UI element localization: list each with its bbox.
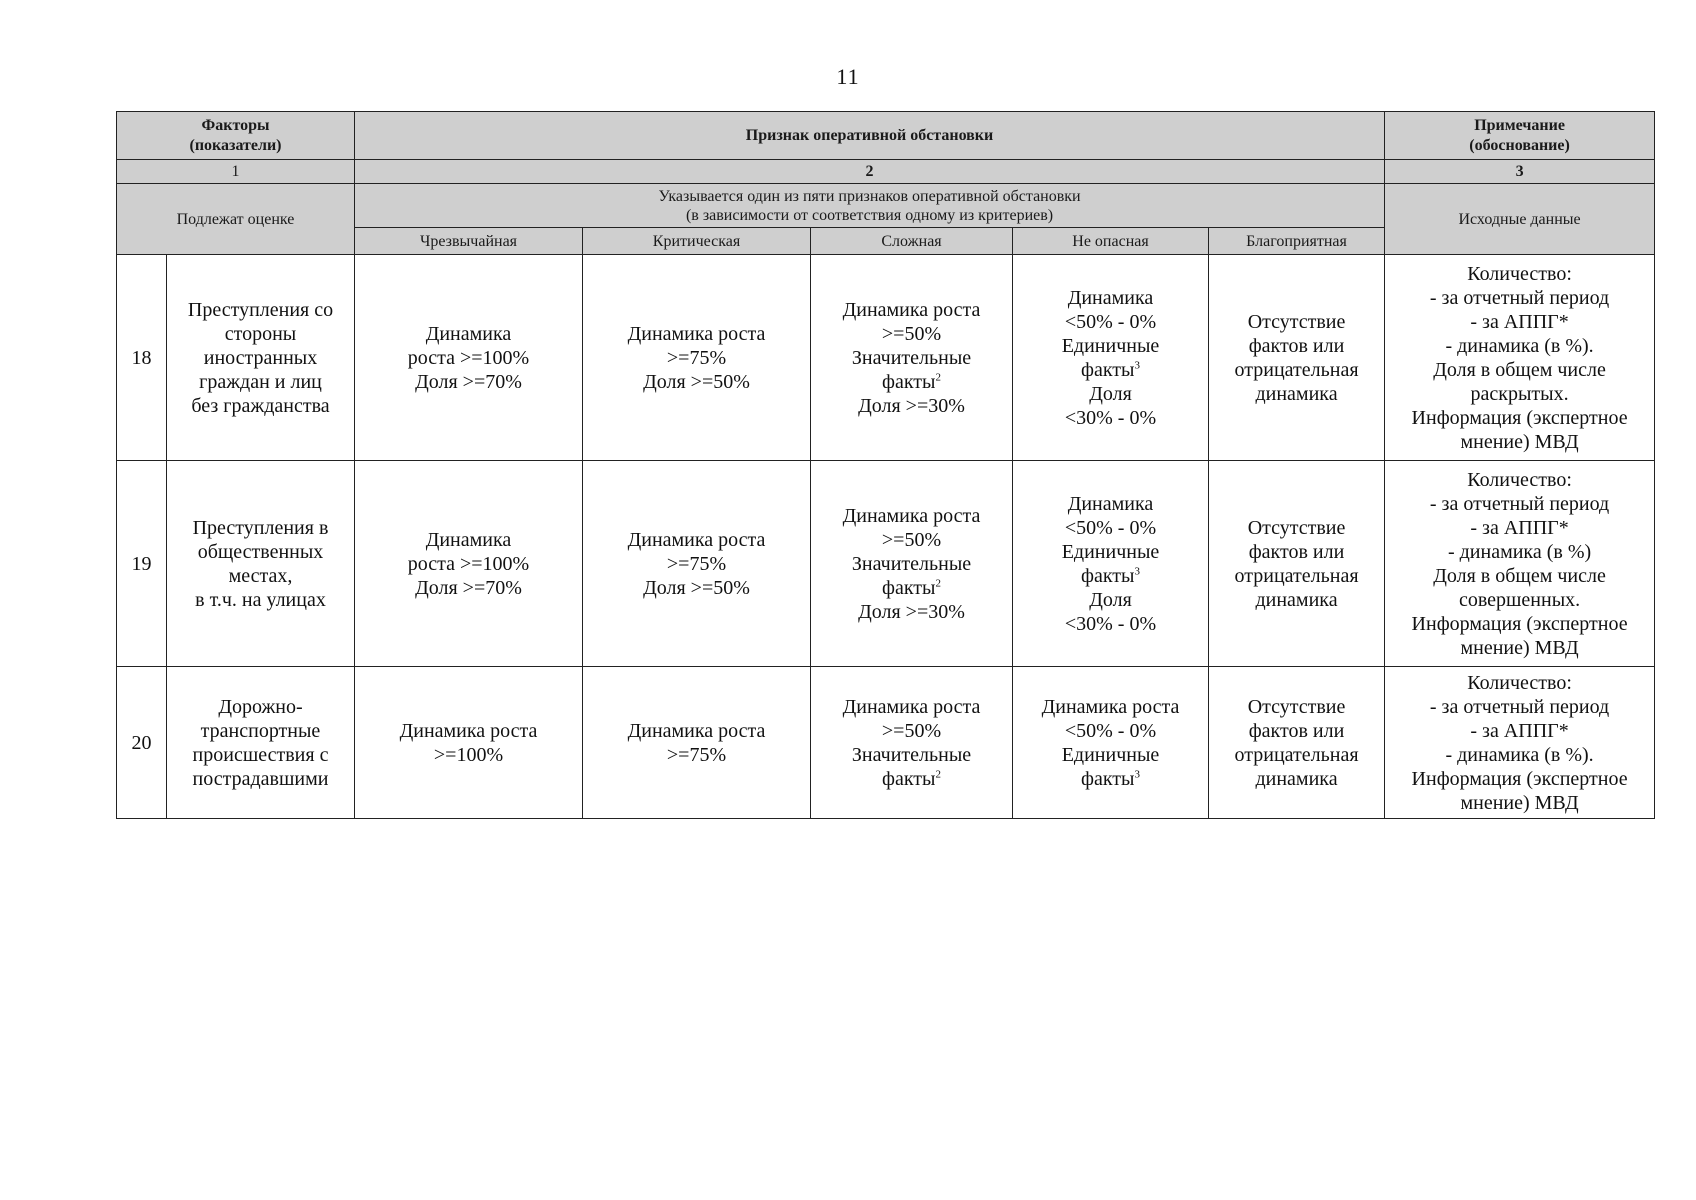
footnote-mark: 2 bbox=[935, 371, 941, 384]
text-line: местах, bbox=[228, 564, 293, 587]
text-line: раскрытых. bbox=[1470, 382, 1569, 405]
factors-header bbox=[117, 112, 355, 160]
text-line: факты$^3$ bbox=[1081, 358, 1140, 381]
critical-cell bbox=[583, 255, 811, 461]
complex-cell bbox=[811, 461, 1013, 667]
text-line: общественных bbox=[197, 540, 324, 563]
text-line: Информация (экспертное bbox=[1411, 406, 1628, 429]
row-number: 18 bbox=[117, 255, 167, 461]
critical-cell bbox=[583, 461, 811, 667]
criteria-table bbox=[116, 111, 1655, 819]
text-line: Динамика bbox=[1067, 286, 1154, 309]
text-line: Количество: bbox=[1467, 671, 1572, 694]
text-line: совершенных. bbox=[1458, 588, 1581, 611]
text-line: Количество: bbox=[1467, 468, 1572, 491]
row-number: 19 bbox=[117, 461, 167, 667]
text-line: без гражданства bbox=[191, 394, 330, 417]
footnote-mark: 3 bbox=[1134, 359, 1140, 372]
text-line: динамика bbox=[1255, 767, 1338, 790]
factor-cell bbox=[167, 461, 355, 667]
text-line: факты$^3$ bbox=[1081, 767, 1140, 790]
text-line: Динамика роста bbox=[842, 504, 981, 527]
critical-cell bbox=[583, 667, 811, 819]
emergency-cell bbox=[355, 255, 583, 461]
emergency-cell bbox=[355, 667, 583, 819]
favorable-cell bbox=[1209, 667, 1385, 819]
text-line: транспортные bbox=[200, 719, 321, 742]
emergency-cell bbox=[355, 461, 583, 667]
text-line: в т.ч. на улицах bbox=[195, 588, 326, 611]
text-line: Динамика роста bbox=[1041, 695, 1180, 718]
text-line: динамика bbox=[1255, 588, 1338, 611]
not-dangerous-cell bbox=[1013, 667, 1209, 819]
text-line: Единичные bbox=[1061, 334, 1160, 357]
text-line: Динамика роста bbox=[842, 695, 981, 718]
footnote-mark: 3 bbox=[1134, 768, 1140, 781]
text-line: Значительные bbox=[851, 552, 972, 575]
text-line: Доля в общем числе bbox=[1433, 564, 1606, 587]
text-line: Доля >=30% bbox=[858, 394, 965, 417]
sign-header: Признак оперативной обстановки bbox=[355, 112, 1385, 160]
text-line: Динамика bbox=[425, 322, 512, 345]
text-line: Динамика роста bbox=[399, 719, 538, 742]
column-number-3: 3 bbox=[1385, 160, 1655, 184]
footnote-mark: 3 bbox=[1134, 565, 1140, 578]
favorable-cell bbox=[1209, 255, 1385, 461]
text-line: <50% - 0% bbox=[1064, 310, 1157, 333]
text-line: - динамика (в %) bbox=[1447, 540, 1592, 563]
text-line: - за АППГ* bbox=[1470, 516, 1569, 539]
text-line: <30% - 0% bbox=[1064, 612, 1157, 635]
text-line: Динамика роста bbox=[627, 528, 766, 551]
text-line: пострадавшими bbox=[192, 767, 329, 790]
assess-label: Подлежат оценке bbox=[117, 184, 355, 255]
text-line: факты$^2$ bbox=[882, 576, 941, 599]
text-line: <30% - 0% bbox=[1064, 406, 1157, 429]
text-line: Доля >=50% bbox=[643, 370, 750, 393]
text-line: - динамика (в %). bbox=[1445, 334, 1594, 357]
text-line: >=75% bbox=[666, 346, 727, 369]
text-line: <50% - 0% bbox=[1064, 719, 1157, 742]
text-line: фактов или bbox=[1248, 540, 1345, 563]
text-line: Доля >=30% bbox=[858, 600, 965, 623]
row-number: 20 bbox=[117, 667, 167, 819]
text-line: Факторы bbox=[201, 117, 270, 135]
not-dangerous-cell bbox=[1013, 255, 1209, 461]
text-line: (показатели) bbox=[189, 136, 282, 154]
text-line: мнение) МВД bbox=[1460, 430, 1579, 453]
text-line: >=50% bbox=[881, 528, 942, 551]
text-line: фактов или bbox=[1248, 334, 1345, 357]
text-line: происшествия с bbox=[192, 743, 329, 766]
text-line: отрицательная bbox=[1234, 564, 1359, 587]
sign-emergency: Чрезвычайная bbox=[355, 228, 583, 255]
text-line: стороны bbox=[224, 322, 297, 345]
text-line: - за отчетный период bbox=[1429, 286, 1610, 309]
text-line: >=75% bbox=[666, 743, 727, 766]
text-line: граждан и лиц bbox=[199, 370, 322, 393]
text-line: Доля >=70% bbox=[415, 576, 522, 599]
text-line: Доля >=50% bbox=[643, 576, 750, 599]
text-line: >=50% bbox=[881, 322, 942, 345]
sign-complex: Сложная bbox=[811, 228, 1013, 255]
text-line: Указывается один из пяти признаков оперативной обстановки bbox=[658, 187, 1081, 205]
text-line: Преступления в bbox=[192, 516, 329, 539]
indicated-text bbox=[355, 184, 1385, 228]
text-line: Динамика bbox=[425, 528, 512, 551]
text-line: роста >=100% bbox=[407, 552, 530, 575]
text-line: >=75% bbox=[666, 552, 727, 575]
text-line: Доля bbox=[1089, 382, 1132, 405]
note-cell bbox=[1385, 461, 1655, 667]
text-line: фактов или bbox=[1248, 719, 1345, 742]
text-line: (обоснование) bbox=[1469, 136, 1570, 154]
note-header bbox=[1385, 112, 1655, 160]
text-line: Доля в общем числе bbox=[1433, 358, 1606, 381]
text-line: Дорожно- bbox=[218, 695, 303, 718]
complex-cell bbox=[811, 667, 1013, 819]
table-row bbox=[117, 255, 1655, 461]
favorable-cell bbox=[1209, 461, 1385, 667]
text-line: отрицательная bbox=[1234, 358, 1359, 381]
factor-cell bbox=[167, 667, 355, 819]
source-data-label: Исходные данные bbox=[1385, 184, 1655, 255]
page-number: 11 bbox=[836, 64, 860, 89]
text-line: факты$^2$ bbox=[882, 370, 941, 393]
text-line: >=100% bbox=[433, 743, 504, 766]
sign-critical: Критическая bbox=[583, 228, 811, 255]
text-line: - за отчетный период bbox=[1429, 695, 1610, 718]
text-line: Доля bbox=[1089, 588, 1132, 611]
text-line: Значительные bbox=[851, 743, 972, 766]
text-line: >=50% bbox=[881, 719, 942, 742]
table-row bbox=[117, 461, 1655, 667]
text-line: Отсутствие bbox=[1247, 516, 1346, 539]
table-row bbox=[117, 667, 1655, 819]
text-line: Информация (экспертное bbox=[1411, 767, 1628, 790]
sign-favorable: Благоприятная bbox=[1209, 228, 1385, 255]
text-line: Отсутствие bbox=[1247, 310, 1346, 333]
text-line: отрицательная bbox=[1234, 743, 1359, 766]
text-line: (в зависимости от соответствия одному из критериев) bbox=[685, 206, 1054, 224]
factor-cell bbox=[167, 255, 355, 461]
note-cell bbox=[1385, 667, 1655, 819]
text-line: Динамика bbox=[1067, 492, 1154, 515]
text-line: Информация (экспертное bbox=[1411, 612, 1628, 635]
footnote-mark: 2 bbox=[935, 768, 941, 781]
text-line: Единичные bbox=[1061, 540, 1160, 563]
text-line: Динамика роста bbox=[627, 719, 766, 742]
text-line: мнение) МВД bbox=[1460, 636, 1579, 659]
text-line: - за отчетный период bbox=[1429, 492, 1610, 515]
text-line: факты$^2$ bbox=[882, 767, 941, 790]
text-line: Динамика роста bbox=[842, 298, 981, 321]
not-dangerous-cell bbox=[1013, 461, 1209, 667]
text-line: Количество: bbox=[1467, 262, 1572, 285]
text-line: иностранных bbox=[203, 346, 318, 369]
text-line: динамика bbox=[1255, 382, 1338, 405]
note-cell bbox=[1385, 255, 1655, 461]
text-line: Единичные bbox=[1061, 743, 1160, 766]
sign-not-dangerous: Не опасная bbox=[1013, 228, 1209, 255]
column-number-1: 1 bbox=[117, 160, 355, 184]
complex-cell bbox=[811, 255, 1013, 461]
text-line: Отсутствие bbox=[1247, 695, 1346, 718]
text-line: Динамика роста bbox=[627, 322, 766, 345]
text-line: факты$^3$ bbox=[1081, 564, 1140, 587]
text-line: Значительные bbox=[851, 346, 972, 369]
text-line: Примечание bbox=[1474, 117, 1565, 135]
text-line: <50% - 0% bbox=[1064, 516, 1157, 539]
column-number-2: 2 bbox=[355, 160, 1385, 184]
text-line: - за АППГ* bbox=[1470, 310, 1569, 333]
text-line: Преступления со bbox=[187, 298, 334, 321]
text-line: роста >=100% bbox=[407, 346, 530, 369]
text-line: - за АППГ* bbox=[1470, 719, 1569, 742]
text-line: - динамика (в %). bbox=[1445, 743, 1594, 766]
text-line: Доля >=70% bbox=[415, 370, 522, 393]
text-line: мнение) МВД bbox=[1460, 791, 1579, 814]
footnote-mark: 2 bbox=[935, 577, 941, 590]
